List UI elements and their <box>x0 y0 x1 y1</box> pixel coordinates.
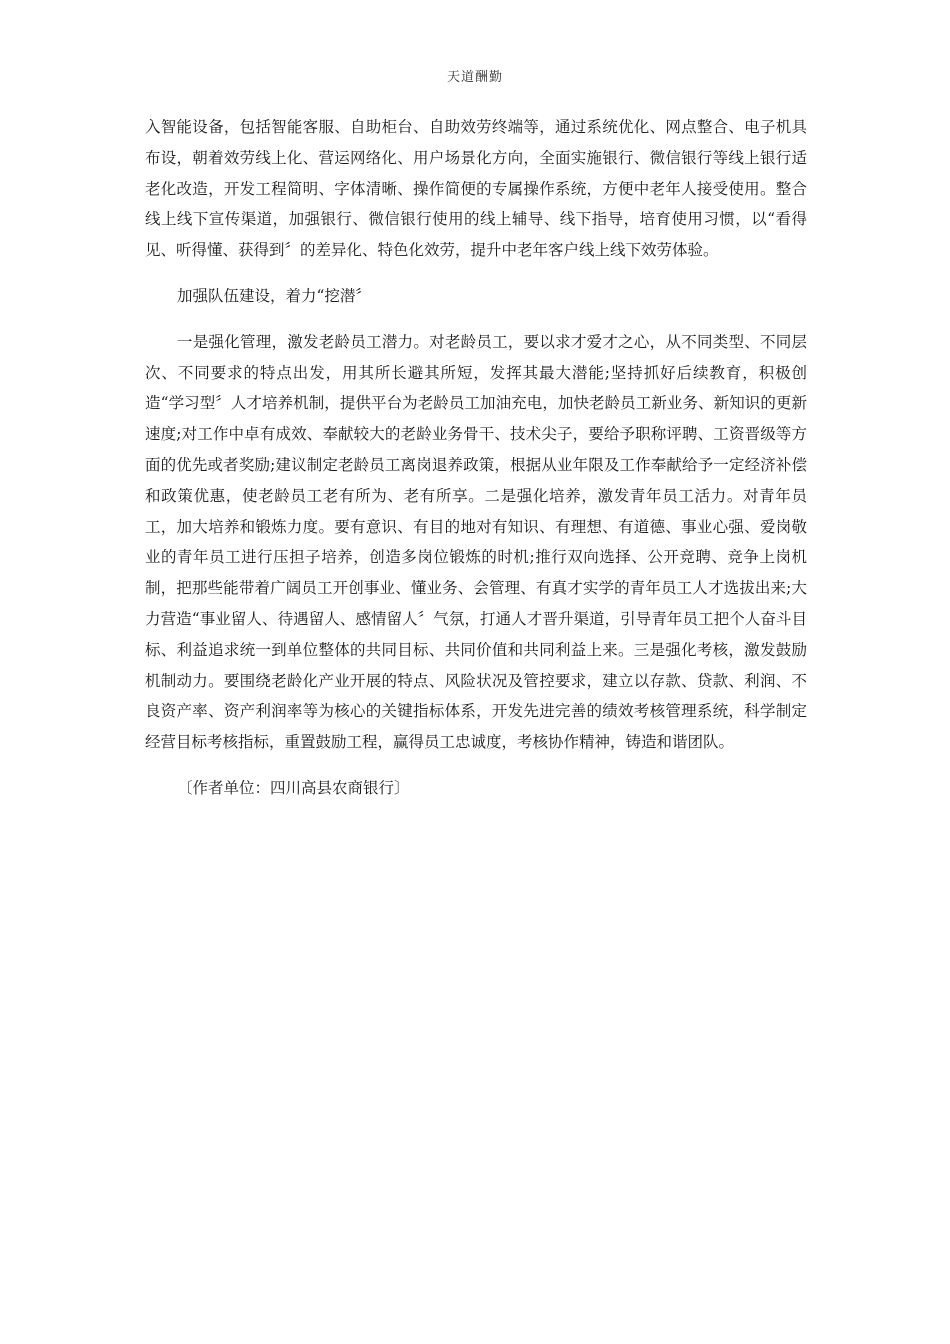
page-header: 天道酬勤 <box>446 70 503 85</box>
author-affiliation: 〔作者单位：四川高县农商银行〕 <box>177 778 410 797</box>
paragraph-continuation: 入智能设备，包括智能客服、自助柜台、自助效劳终端等，通过系统优化、网点整合、电子机具布设，朝着效劳线上化、营运网络化、用户场景化方向，全面实施银行、微信银行等线上银行适老化改造，开发工程简明、字体清晰、操作简便的专属操作系统，方便中老年人接受使用。整合线上线下宣传渠道，加强银行、微信银行使用的线上辅导、线下指导，培育使用习惯，以“看得见、听得懂、获得到〞的差异化、特色化效劳，提升中老年客户线上线下效劳体验。 <box>145 118 807 260</box>
paragraph-body: 一是强化管理，激发老龄员工潜力。对老龄员工，要以求才爱才之心，从不同类型、不同层次、不同要求的特点出发，用其所长避其所短，发挥其最大潜能;坚持抓好后续教育，积极创造“学习型〞人才培养机制，提供平台为老龄员工加油充电，加快老龄员工新业务、新知识的更新速度;对工作中卓有成效、奉献较大的老龄业务骨干、技术尖子，要给予职称评聘、工资晋级等方面的优先或者奖励;建议制定老龄员工离岗退养政策，根据从业年限及工作奉献给予一定经济补偿和政策优惠，使老龄员工老有所为、老有所享。二是强化培养，激发青年员工活力。对青年员工，加大培养和锻炼力度。要有意识、有目的地对有知识、有理想、有道德、事业心强、爱岗敬业的青年员工进行压担子培养，创造多岗位锻炼的时机;推行双向选择、公开竞聘、竞争上岗机制，把那些能带着广阔员工开创事业、懂业务、会管理、有真才实学的青年员工人才选拔出来;大力营造“事业留人、待遇留人、感情留人〞气氛，打通人才晋升渠道，引导青年员工把个人奋斗目标、利益追求统一到单位整体的共同目标、共同价值和共同利益上来。三是强化考核，激发鼓励机制动力。要围绕老龄化产业开展的特点、风险状况及管控要求，建立以存款、贷款、利润、不良资产率、资产利润率等为核心的关键指标体系，开发先进完善的绩效考核管理系统，科学制定经营目标考核指标，重置鼓励工程，赢得员工忠诚度，考核协作精神，铸造和谐团队。 <box>145 332 807 752</box>
document-body <box>145 112 807 804</box>
section-heading: 加强队伍建设，着力“挖潜〞 <box>177 286 371 305</box>
